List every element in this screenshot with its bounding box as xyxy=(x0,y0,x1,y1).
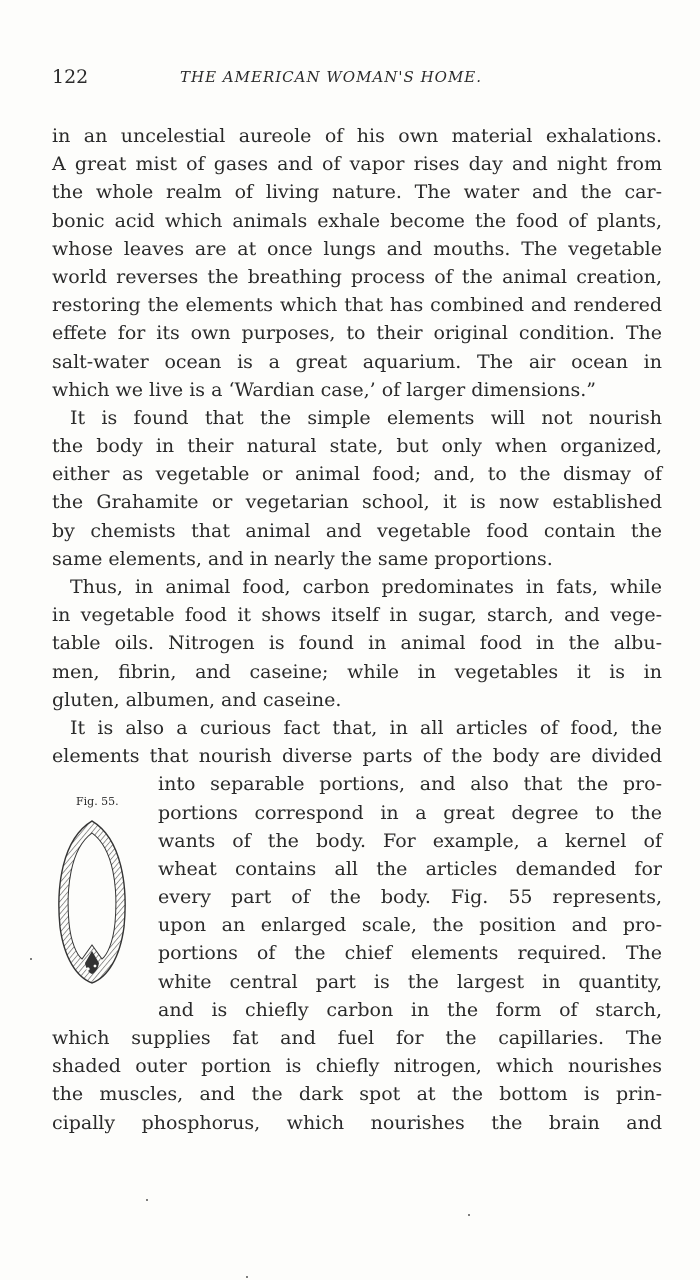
text-line: shaded outer portion is chiefly nitrogen, which nourishes xyxy=(52,1055,662,1078)
text-line: the Grahamite or vegetarian school, it is now established xyxy=(52,491,662,514)
text-line: It is also a curious fact that, in all articles of food, the xyxy=(70,716,662,739)
text-line: salt-water ocean is a great aquarium. The air ocean in xyxy=(52,350,662,373)
text-line: bonic acid which animals exhale become the food of plants, xyxy=(52,209,662,232)
text-line: white central part is the largest in quantity, xyxy=(158,970,662,993)
text-line: wheat contains all the articles demanded for xyxy=(158,857,662,880)
text-line: in vegetable food it shows itself in sugar, starch, and vege- xyxy=(52,604,662,627)
text-line: men, fibrin, and caseine; while in vegetables it is in xyxy=(52,660,662,683)
text-line: the body in their natural state, but only when organized, xyxy=(52,435,662,458)
text-line: in an uncelestial aureole of his own material exhalations. xyxy=(52,125,662,147)
running-head: THE AMERICAN WOMAN'S HOME. xyxy=(180,68,483,86)
text-line: upon an enlarged scale, the position and pro- xyxy=(158,914,662,937)
text-line: the whole realm of living nature. The water and the car- xyxy=(52,181,662,204)
ink-speck xyxy=(246,1276,248,1278)
text-line: restoring the elements which that has combined and rendered xyxy=(52,294,662,317)
text-line: into separable portions, and also that the pro- xyxy=(158,773,662,796)
ink-speck xyxy=(146,1199,148,1201)
text-line: every part of the body. Fig. 55 represents, xyxy=(158,886,662,909)
wheat-kernel-figure xyxy=(52,795,156,1085)
page-header xyxy=(52,66,662,96)
text-line: the muscles, and the dark spot at the bottom is prin- xyxy=(52,1083,662,1106)
text-line: and is chiefly carbon in the form of starch, xyxy=(158,998,662,1021)
page-number: 122 xyxy=(52,66,89,88)
text-line: portions of the chief elements required. The xyxy=(158,942,662,965)
text-line: same elements, and in nearly the same proportions. xyxy=(52,547,553,570)
text-line: either as vegetable or animal food; and, to the dismay of xyxy=(52,463,662,486)
text-line: world reverses the breathing process of the animal creation, xyxy=(52,265,662,288)
figure-label: Fig. 55. xyxy=(76,795,119,808)
text-line: wants of the body. For example, a kernel of xyxy=(158,829,662,852)
text-line: It is found that the simple elements will not nourish xyxy=(70,406,662,429)
text-line: Thus, in animal food, carbon predominates in fats, while xyxy=(70,576,662,598)
text-line: elements that nourish diverse parts of the body are divided xyxy=(52,745,662,768)
wheat-kernel-illustration xyxy=(52,817,132,987)
text-line: A great mist of gases and of vapor rises day and night from xyxy=(52,153,662,176)
ink-speck xyxy=(30,958,32,960)
text-line: portions correspond in a great degree to the xyxy=(158,801,662,824)
text-line: gluten, albumen, and caseine. xyxy=(52,688,342,711)
text-line: whose leaves are at once lungs and mouths. The vegetable xyxy=(52,237,662,260)
ink-speck xyxy=(468,1214,470,1216)
book-page xyxy=(52,66,662,1134)
text-line: effete for its own purposes, to their original condition. The xyxy=(52,322,662,345)
text-line: which supplies fat and fuel for the capillaries. The xyxy=(52,1027,662,1049)
text-line: which we live is a ‘Wardian case,’ of larger dimensions.” xyxy=(52,378,596,401)
text-line: table oils. Nitrogen is found in animal food in the albu- xyxy=(52,632,662,655)
text-line: by chemists that animal and vegetable food contain the xyxy=(52,519,662,542)
text-line: cipally phosphorus, which nourishes the brain and xyxy=(52,1111,662,1134)
